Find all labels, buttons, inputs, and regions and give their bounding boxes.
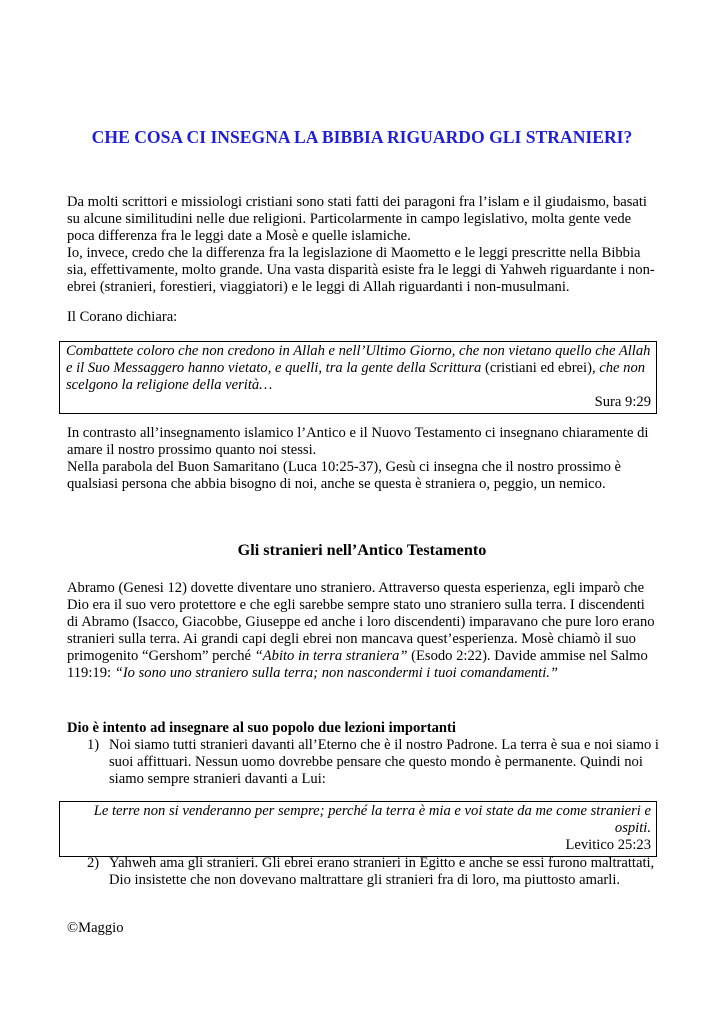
list-item bbox=[67, 737, 659, 788]
quote-italic: Combattete coloro che non credono in Allah e nell’Ultimo Giorno, che non vietano quello che Allah e il Suo Messaggero hanno vietato, e quelli, tra la gente della Scrittura bbox=[66, 343, 651, 376]
lessons-heading: Dio è intento ad insegnare al suo popolo due lezioni importanti bbox=[67, 720, 456, 736]
leviticus-quote-box bbox=[59, 801, 657, 857]
footer bbox=[67, 920, 659, 937]
list-text: Yahweh ama gli stranieri. Gli ebrei erano stranieri in Egitto e anche se essi furono maltrattati, Dio insistette che non dovevano maltrattare gli stranieri fra di loro, ma piuttosto amarli. bbox=[109, 855, 655, 888]
footer-text: ©Maggio bbox=[67, 920, 124, 936]
abram-paragraph bbox=[67, 580, 659, 682]
contrast-paragraph: Nella parabola del Buon Samaritano (Luca 10:25-37), Gesù ci insegna che il nostro prossimo è qualsiasi persona che abbia bisogno di noi, anche se questa è straniera o, peggio, un nemico. bbox=[67, 459, 622, 492]
quran-intro: Il Corano dichiara: bbox=[67, 309, 178, 325]
abram-text: (Esodo 2:22). Davide ammise nel Salmo 119:19: bbox=[67, 648, 648, 681]
quote-reference: Levitico 25:23 bbox=[565, 837, 651, 853]
quote-normal: (cristiani ed ebrei) bbox=[481, 360, 592, 376]
intro-paragraph: Da molti scrittori e missiologi cristiani sono stati fatti dei paragoni fra l’islam e il giudaismo, basati su alcune similitudini nelle due religioni. Particolarmente in campo legislativo, molta gente vede poca differenza fra le leggi date a Mosè e quelle islamiche. bbox=[67, 194, 647, 244]
abram-section bbox=[67, 580, 659, 682]
section-heading: Gli stranieri nell’Antico Testamento bbox=[237, 541, 487, 559]
lessons-section bbox=[67, 720, 659, 788]
list-number: 1) bbox=[87, 737, 100, 753]
quran-quote-box bbox=[59, 341, 657, 414]
psalm-quote: “Io sono uno straniero sulla terra; non nascondermi i tuoi comandamenti.” bbox=[114, 665, 559, 681]
list-number: 2) bbox=[87, 855, 100, 871]
abram-quote: “Abito in terra straniera” bbox=[254, 648, 408, 664]
contrast-section bbox=[67, 425, 659, 493]
document-title: CHE COSA CI INSEGNA LA BIBBIA RIGUARDO GLI STRANIERI? bbox=[91, 127, 633, 147]
list-text: Noi siamo tutti stranieri davanti all’Eterno che è il nostro Padrone. La terra è sua e noi siamo i suoi affittuari. Nessun uomo dovrebbe pensare che questo mondo è permanente. Quindi noi siamo sempre stranieri davanti a Lui: bbox=[109, 737, 659, 787]
contrast-paragraph: In contrasto all’insegnamento islamico l’Antico e il Nuovo Testamento ci insegnano chiaramente di amare il nostro prossimo quanto noi stessi. bbox=[67, 425, 649, 458]
lesson-two-section bbox=[67, 855, 659, 889]
list-item bbox=[67, 855, 659, 889]
intro-paragraph: Io, invece, credo che la differenza fra la legislazione di Maometto e le leggi prescritte nella Bibbia sia, effettivamente, molto grande. Una vasta disparità esiste fra le leggi di Yahweh riguardante i non-ebrei (stranieri, forestieri, viaggiatori) e le leggi di Allah riguardanti i non-musulmani. bbox=[67, 245, 655, 295]
quote-reference: Sura 9:29 bbox=[594, 394, 651, 410]
abram-text: Abramo (Genesi 12) dovette diventare uno straniero. Attraverso questa esperienza, egli imparò che Dio era il suo vero protettore e che egli sarebbe sempre stato uno straniero sulla terra. I discendenti di Abramo (Isacco, Giacobbe, Giuseppe ed anche i loro discendenti) imparavano che pure loro erano stranieri sulla terra. Ai grandi capi degli ebrei non mancava quest’esperienza. Mosè chiamò il suo primogenito “Gershom” perché bbox=[67, 580, 655, 664]
intro-section bbox=[67, 194, 659, 296]
quote-italic: , che non scelgono la religione della verità… bbox=[66, 360, 646, 393]
quran-quote-text bbox=[66, 343, 651, 394]
leviticus-quote-text: Le terre non si venderanno per sempre; perché la terra è mia e voi state da me come stranieri e ospiti. bbox=[93, 803, 651, 836]
quran-intro-section bbox=[67, 309, 659, 326]
